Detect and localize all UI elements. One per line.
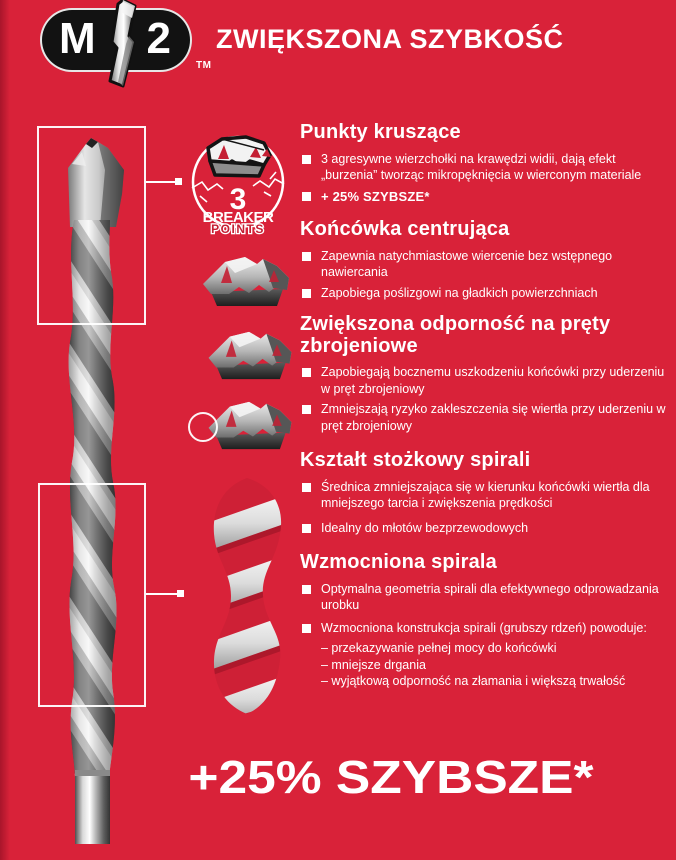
section-heading: Kształt stożkowy spirali xyxy=(300,449,531,471)
bullet-square-icon xyxy=(302,192,311,201)
bullet-text: Idealny do młotów bezprzewodowych xyxy=(321,520,529,535)
bullet-square-icon xyxy=(302,289,311,298)
bullet-square-icon xyxy=(302,483,311,492)
bullet-subitem: – wyjątkową odporność na złamania i większą trwałość xyxy=(321,674,626,689)
bullet-item xyxy=(300,151,670,184)
bullet-square-icon xyxy=(302,368,311,377)
bullet-square-icon xyxy=(302,405,311,414)
trademark-label: TM xyxy=(196,60,212,71)
badge-number: 3 xyxy=(229,183,247,216)
bullet-text: + 25% SZYBSZE* xyxy=(321,188,430,204)
bullet-square-icon xyxy=(302,252,311,261)
bullet-text: Zmniejszają ryzyko zakleszczenia się wiertła przy uderzeniu w pręt zbrojeniowy xyxy=(321,402,666,433)
connector-line-top xyxy=(146,181,177,183)
connector-dot-bottom xyxy=(177,590,184,597)
bullet-square-icon xyxy=(302,155,311,164)
m2-logo xyxy=(40,8,192,72)
logo-digit-2: 2 xyxy=(146,14,171,63)
bullet-subitem: – mniejsze drgania xyxy=(321,657,426,672)
badge-drill-head-icon xyxy=(208,137,271,176)
tip-detail-highlight-circle xyxy=(188,412,218,442)
bullet-text: Zapobiega poślizgowi na gładkich powierzchniach xyxy=(321,285,598,300)
section-heading: Zwiększona odporność na pręty zbrojeniowe xyxy=(300,313,611,357)
reinforced-spiral-photo xyxy=(201,476,293,716)
bullet-item xyxy=(300,479,670,512)
breaker-points-badge xyxy=(188,130,288,236)
bullet-text: Optymalna geometria spirali dla efektywnego odprowadzania urobku xyxy=(321,581,659,613)
bullet-item xyxy=(300,285,670,302)
logo-letter-m: M xyxy=(59,14,96,63)
bullet-text: Średnica zmniejszająca się w kierunku końcówki wiertła dla mniejszego tarcia i zwiększenia prędkości xyxy=(321,479,650,511)
spiral-highlight-frame xyxy=(38,483,146,707)
bullet-item xyxy=(300,520,670,537)
section-odpornosc-na-prety xyxy=(300,314,670,438)
bullet-text: Zapewnia natychmiastowe wiercenie bez wstępnego nawiercania xyxy=(321,248,613,280)
bullet-text: Zapobiegają bocznemu uszkodzeniu końcówki przy uderzeniu w pręt zbrojeniowy xyxy=(321,365,665,396)
bullet-item xyxy=(300,188,670,205)
connector-dot-top xyxy=(175,178,182,185)
section-heading: Końcówka centrująca xyxy=(300,218,510,240)
drill-tip-photo-2 xyxy=(203,327,297,381)
bullet-square-icon xyxy=(302,585,311,594)
bullet-text: Wzmocniona konstrukcja spirali (grubszy rdzeń) powoduje: xyxy=(321,620,647,635)
bullet-text: 3 agresywne wierzchołki na krawędzi widii, dają efekt „burzenia” tworząc mikropęknięcia w wierconym materiale xyxy=(321,151,642,183)
drill-tip-photo-1 xyxy=(199,252,293,308)
logo-drill-bit-icon xyxy=(96,0,144,90)
bullet-item xyxy=(300,364,670,397)
section-heading: Punkty kruszące xyxy=(300,121,461,143)
section-koncowka-centrujaca xyxy=(300,219,670,305)
bullet-item xyxy=(300,401,670,434)
section-ksztalt-stozkowy xyxy=(300,450,670,540)
badge-line2: POINTS xyxy=(211,222,265,236)
connector-line-bottom xyxy=(146,593,179,595)
bullet-item xyxy=(300,248,670,281)
bullet-square-icon xyxy=(302,624,311,633)
bullet-subitem: – przekazywanie pełnej mocy do końcówki xyxy=(321,641,557,656)
page-title: ZWIĘKSZONA SZYBKOŚĆ xyxy=(216,24,564,54)
section-punkty-kruszace xyxy=(300,122,670,209)
section-heading: Wzmocniona spirala xyxy=(300,551,497,573)
bullet-item xyxy=(300,581,670,614)
footer-claim: +25% SZYBSZE* xyxy=(188,751,594,803)
bullet-item xyxy=(300,620,670,637)
tip-highlight-frame xyxy=(37,126,146,325)
section-wzmocniona-spirala xyxy=(300,552,670,690)
bullet-square-icon xyxy=(302,524,311,533)
badge-line1: BREAKER xyxy=(202,209,274,226)
